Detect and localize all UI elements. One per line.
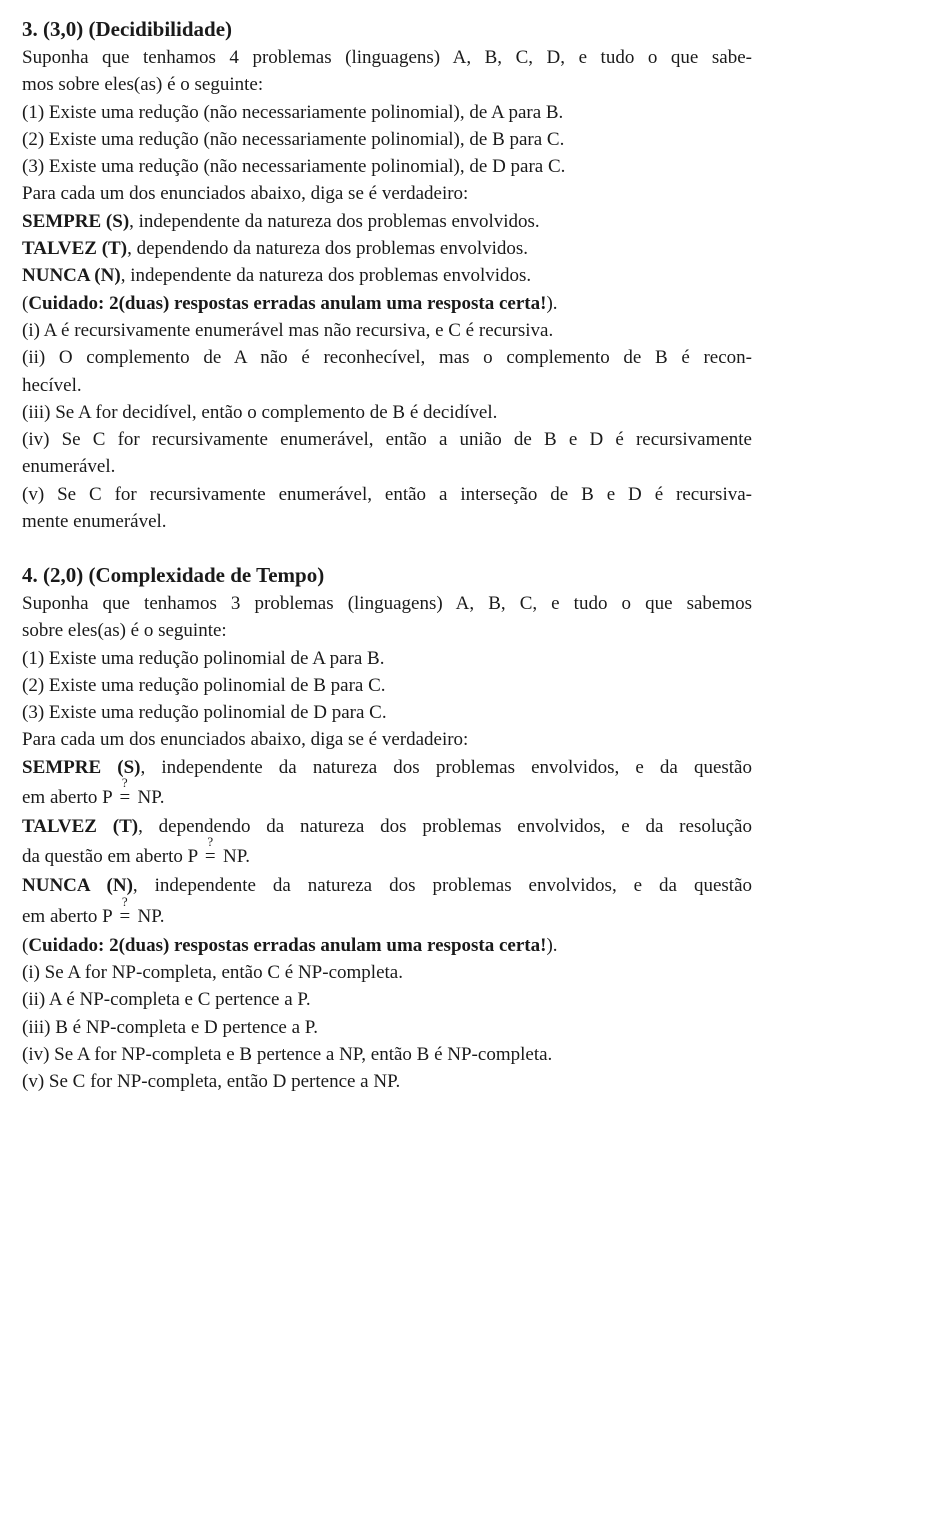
q4-nunca-text: , independente da natureza dos problemas envolvidos, e da questão — [132, 875, 753, 897]
q4-item-i: (i) Se A for NP-completa, então C é NP-completa. — [22, 961, 403, 983]
q3-instruction: Para cada um dos enunciados abaixo, diga se é verdadeiro: — [22, 183, 469, 205]
q4-item-ii: (ii) A é NP-completa e C pertence a P. — [22, 989, 311, 1011]
q3-intro-line-1: Suponha que tenhamos 4 problemas (linguagens) A, B, C, D, e tudo o que sabe- — [22, 47, 752, 68]
q3-item-i: (i) A é recursivamente enumerável mas não recursiva, e C é recursiva. — [22, 319, 554, 341]
question-4-title: (Complexidade de Tempo) — [88, 563, 325, 587]
q3-sempre-text: , independente da natureza dos problemas envolvidos. — [129, 210, 540, 232]
q4-sempre-continuation: em aberto P — [22, 787, 113, 809]
q3-item-v-line-1: (v) Se C for recursivamente enumerável, então a interseção de B e D é recursiva- — [22, 483, 752, 505]
q4-item-iii: (iii) B é NP-completa e D pertence a P. — [22, 1016, 318, 1038]
question-mark: ? — [121, 893, 128, 909]
q4-fact-3: (3) Existe uma redução polinomial de D para C. — [22, 702, 387, 724]
q4-nunca-continuation: em aberto P — [22, 905, 113, 927]
p-vs-np-symbol — [117, 775, 133, 809]
q3-item-v-line-2: mente enumerável. — [22, 511, 167, 533]
q3-intro-line-2: mos sobre eles(as) é o seguinte: — [22, 74, 264, 96]
question-4-points: (2,0) — [43, 563, 84, 587]
question-3 — [22, 14, 752, 535]
p-vs-np-symbol — [202, 834, 218, 868]
p-vs-np-symbol — [117, 893, 133, 927]
q3-warning-close: ). — [546, 292, 558, 314]
q3-warning — [22, 290, 752, 317]
q3-nunca-text: , independente da natureza dos problemas envolvidos. — [120, 265, 532, 287]
q3-option-talvez — [22, 235, 752, 262]
q3-item-iii: (iii) Se A for decidível, então o complemento de B é decidível. — [22, 401, 498, 423]
q3-nunca-label: NUNCA (N) — [22, 265, 121, 287]
q3-fact-1: (1) Existe uma redução (não necessariamente polinomial), de A para B. — [22, 101, 564, 123]
q3-item-ii-line-1: (ii) O complemento de A não é reconhecível, mas o complemento de B é recon- — [22, 347, 752, 369]
np-label: NP. — [137, 787, 165, 809]
q3-option-nunca — [22, 262, 752, 289]
q4-item-v: (v) Se C for NP-completa, então D pertence a NP. — [22, 1071, 401, 1093]
q3-item-iv-line-1: (iv) Se C for recursivamente enumerável, então a união de B e D é recursivamente — [22, 429, 752, 451]
equals-sign: = — [119, 787, 131, 809]
q3-sempre-label: SEMPRE (S) — [22, 210, 130, 232]
question-3-number: 3. — [22, 17, 38, 41]
equals-sign: = — [119, 905, 131, 927]
question-mark: ? — [121, 775, 128, 791]
q3-option-sempre — [22, 208, 752, 235]
q4-warning-close: ). — [546, 934, 558, 956]
np-label: NP. — [223, 846, 250, 868]
question-4 — [22, 560, 752, 1095]
q4-warning-open: ( — [22, 934, 29, 956]
np-label: NP. — [137, 905, 165, 927]
q3-fact-3: (3) Existe uma redução (não necessariamente polinomial), de D para C. — [22, 156, 566, 178]
question-3-heading — [22, 14, 752, 44]
q4-talvez-text: , dependendo da natureza dos problemas envolvidos, e da resolução — [138, 816, 752, 838]
q4-instruction: Para cada um dos enunciados abaixo, diga se é verdadeiro: — [22, 729, 469, 751]
q4-nunca-label: NUNCA (N) — [22, 875, 133, 897]
q4-talvez-continuation: da questão em aberto P — [22, 846, 198, 868]
q4-fact-2: (2) Existe uma redução polinomial de B para C. — [22, 674, 386, 696]
q4-warning — [22, 932, 752, 959]
equals-sign: = — [204, 846, 216, 868]
q4-option-talvez — [22, 813, 752, 840]
q4-intro-line-1: Suponha que tenhamos 3 problemas (linguagens) A, B, C, e tudo o que sabemos — [22, 593, 752, 614]
q4-talvez-line-2 — [22, 834, 752, 872]
q3-item-iv-line-2: enumerável. — [22, 456, 116, 478]
q4-talvez-label: TALVEZ (T) — [22, 816, 139, 838]
q3-warning-open: ( — [22, 292, 29, 314]
q3-talvez-label: TALVEZ (T) — [22, 238, 128, 260]
q3-item-ii-line-2: hecível. — [22, 374, 82, 396]
question-mark: ? — [207, 834, 214, 850]
q4-nunca-line-2 — [22, 893, 752, 932]
q4-fact-1: (1) Existe uma redução polinomial de A para B. — [22, 647, 385, 669]
q3-talvez-text: , dependendo da natureza dos problemas envolvidos. — [127, 238, 529, 260]
question-4-number: 4. — [22, 563, 38, 587]
q4-intro-line-2: sobre eles(as) é o seguinte: — [22, 620, 227, 642]
q4-sempre-text: , independente da natureza dos problemas envolvidos, e da questão — [140, 756, 752, 778]
question-4-heading — [22, 560, 752, 590]
q4-warning-text: Cuidado: 2(duas) respostas erradas anulam uma resposta certa! — [28, 934, 547, 956]
question-3-title: (Decidibilidade) — [88, 17, 233, 41]
q3-warning-text: Cuidado: 2(duas) respostas erradas anulam uma resposta certa! — [28, 292, 547, 314]
q4-item-iv: (iv) Se A for NP-completa e B pertence a NP, então B é NP-completa. — [22, 1043, 553, 1065]
q4-sempre-line-2 — [22, 775, 752, 813]
q3-fact-2: (2) Existe uma redução (não necessariamente polinomial), de B para C. — [22, 128, 565, 150]
q4-sempre-label: SEMPRE (S) — [22, 756, 141, 778]
question-3-points: (3,0) — [43, 17, 84, 41]
